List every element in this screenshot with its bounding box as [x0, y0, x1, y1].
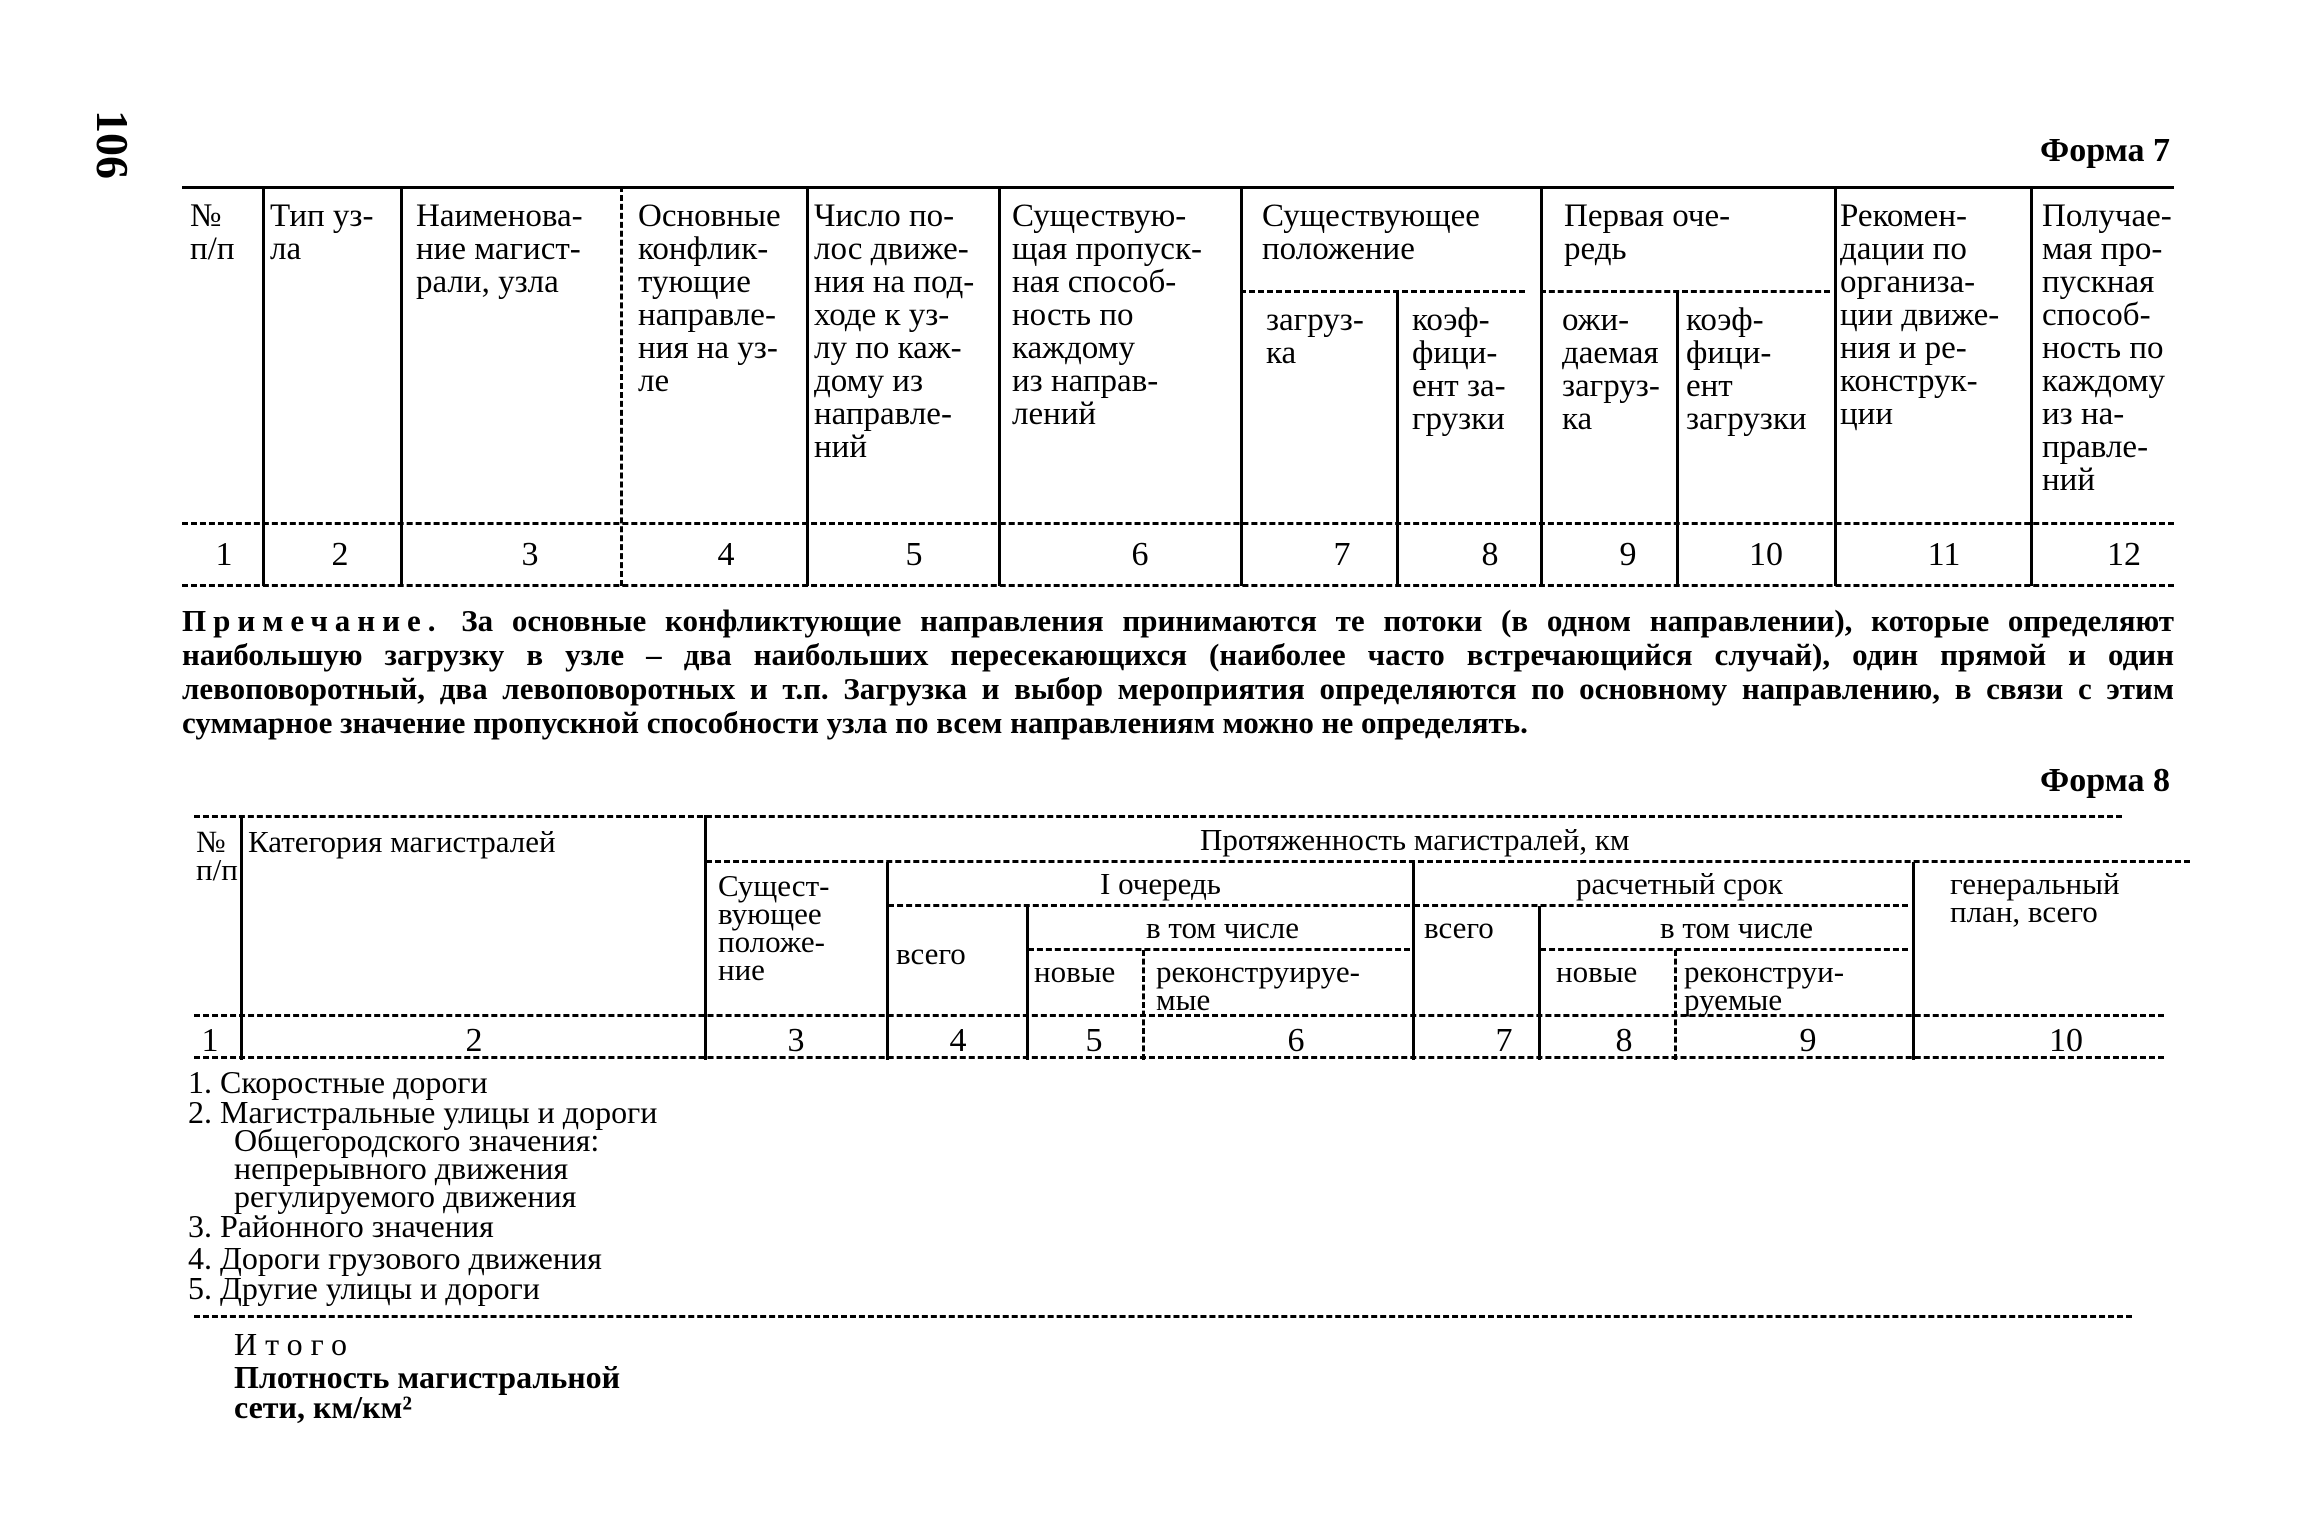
form8-q1-incl-rule: [1028, 948, 1410, 951]
form7-vrule: [262, 186, 265, 586]
form8-title: Форма 8: [2040, 762, 2171, 799]
form7-column-number: 11: [1927, 536, 1961, 573]
form8-header-q1-new: новые: [1034, 954, 1116, 989]
form8-column-number: 9: [1799, 1022, 1817, 1059]
form7-header-load: загруз- ка: [1266, 302, 1364, 371]
form8-column-number: 3: [787, 1022, 805, 1059]
form8-group-rule: [706, 860, 2190, 863]
page-number: 106: [87, 110, 138, 179]
form8-vrule: [1912, 862, 1915, 1060]
form7-vrule: [1834, 186, 1837, 586]
form8-q1-rule: [888, 904, 1410, 907]
form7-group-rule-first: [1540, 290, 1830, 293]
form7-column-number: 7: [1333, 536, 1351, 573]
note-paragraph: [182, 604, 2174, 740]
form8-header-calc-reconstructed: реконструи- руемые: [1684, 954, 1845, 1017]
form8-row-label: 5. Другие улицы и дороги: [188, 1270, 540, 1306]
form7-vrule: [1676, 292, 1679, 586]
form8-header-q1-total: всего: [896, 936, 966, 971]
form8-header-existing: Сущест- вующее положе- ние: [718, 868, 830, 987]
form8-row-label: 4. Дороги грузового движения: [188, 1240, 602, 1276]
form8-header-calc-period: расчетный срок: [1576, 866, 1783, 901]
form7-header-existing-state: Существующее положение: [1262, 198, 1480, 267]
form8-vrule: [1674, 950, 1677, 1060]
form8-header-general-plan: генеральный план, всего: [1950, 866, 2120, 929]
form7-vrule: [806, 186, 809, 586]
form7-group-rule-existing: [1240, 290, 1525, 293]
form7-header-node-type: Тип уз- ла: [270, 198, 374, 267]
form8-row-label: непрерывного движения: [234, 1150, 569, 1186]
form7-header-recommendations: Рекомен- дации по организа- ции движе- ния и ре- конструк- ции: [1840, 198, 2000, 432]
form7-top-rule: [182, 186, 2174, 189]
form8-column-number: 10: [2049, 1022, 2083, 1059]
form8-column-number: 4: [949, 1022, 967, 1059]
form7-column-number: 5: [905, 536, 923, 573]
form7-header-expected-load: ожи- даемая загруз- ка: [1562, 302, 1660, 437]
form8-vrule: [1026, 906, 1029, 1060]
form8-vrule: [886, 862, 889, 1060]
form7-column-number: 9: [1619, 536, 1637, 573]
form7-title: Форма 7: [2040, 132, 2171, 169]
form8-total-label: Итого: [234, 1326, 355, 1362]
form7-header-first-stage: Первая оче- редь: [1564, 198, 1731, 267]
form8-column-number: 5: [1085, 1022, 1103, 1059]
form8-column-number: 7: [1495, 1022, 1513, 1059]
form8-rows-bottom-rule: [194, 1315, 2132, 1318]
form8-header-length-group: Протяженность магистралей, км: [1200, 822, 1630, 857]
form8-vrule: [1412, 862, 1415, 1060]
form8-density-label: Плотность магистральной сети, км/км²: [234, 1359, 621, 1425]
form8-vrule: [240, 815, 243, 1060]
form7-column-number: 8: [1481, 536, 1499, 573]
form7-header-number: № п/п: [190, 198, 235, 267]
form7-vrule: [1396, 292, 1399, 586]
form8-header-number: № п/п: [196, 824, 238, 887]
form8-header-calc-total: всего: [1424, 910, 1494, 945]
form7-header-conflict-directions: Основные конфлик- тующие направле- ния на уз- ле: [638, 198, 781, 399]
form7-vrule: [1540, 186, 1543, 586]
form8-header-category: Категория магистралей: [248, 824, 556, 859]
form8-header-calc-including: в том числе: [1660, 910, 1813, 945]
form7-vrule: [620, 186, 623, 586]
form7-vrule: [400, 186, 403, 586]
form8-header-q1-reconstructed: реконструируе- мые: [1156, 954, 1360, 1017]
form7-header-resulting-capacity: Получае- мая про- пускная способ- ность по каждому из на- правле- ний: [2042, 198, 2172, 498]
form8-vrule: [1142, 950, 1145, 1060]
form7-column-number: 12: [2107, 536, 2141, 573]
form8-row-label: 2. Магистральные улицы и дороги: [188, 1094, 658, 1130]
form7-column-number: 3: [521, 536, 539, 573]
form8-column-number: 2: [465, 1022, 483, 1059]
form7-header-expected-coef: коэф- фици- ент загрузки: [1686, 302, 1807, 437]
form7-column-number: 1: [215, 536, 233, 573]
form8-header-calc-new: новые: [1556, 954, 1638, 989]
form8-column-number: 1: [201, 1022, 219, 1059]
note-lead: Примечание.: [182, 603, 443, 638]
form8-row-label: 1. Скоростные дороги: [188, 1064, 488, 1100]
form8-vrule: [1538, 906, 1541, 1060]
form8-calc-rule: [1414, 904, 1908, 907]
form8-column-number: 6: [1287, 1022, 1305, 1059]
form7-vrule: [1240, 186, 1243, 586]
form8-row-label: Общегородского значения:: [234, 1122, 600, 1158]
form7-header-existing-capacity: Существую- щая пропуск- ная способ- ность по каждому из направ- лений: [1012, 198, 1202, 432]
form8-header-q1-including: в том числе: [1146, 910, 1299, 945]
form8-vrule: [704, 815, 707, 1060]
form8-row-label: регулируемого движения: [234, 1178, 577, 1214]
form8-row-label: 3. Районного значения: [188, 1208, 494, 1244]
note-text: За основные конфликтующие направления принимаются те потоки (в одном направлении), которые определяют наибольшую загрузку в узле – два наибольших пересекающихся (наиболее часто встречающийся случай), один прямой и один левоповоротный, два левоповоротных и т.п. Загрузка и выбор мероприятия определяются по основному направлению, в связи с этим суммарное значение пропускной способности узла по всем направлениям можно не определять.: [182, 603, 2174, 740]
form8-column-number: 8: [1615, 1022, 1633, 1059]
form7-vrule: [998, 186, 1001, 586]
form7-column-number: 6: [1131, 536, 1149, 573]
form7-column-number: 2: [331, 536, 349, 573]
form8-header-first-stage: I очередь: [1100, 866, 1221, 901]
form7-header-bottom-rule: [182, 522, 2174, 525]
form7-header-road-name: Наименова- ние магист- рали, узла: [416, 198, 583, 300]
form7-column-number: 4: [717, 536, 735, 573]
form7-column-number: 10: [1749, 536, 1783, 573]
form7-numbers-bottom-rule: [182, 584, 2174, 587]
form7-header-load-coef: коэф- фици- ент за- грузки: [1412, 302, 1506, 437]
form7-vrule: [2030, 186, 2033, 586]
form8-calc-incl-rule: [1540, 948, 1908, 951]
form8-top-rule: [194, 815, 2122, 818]
form7-header-lane-count: Число по- лос движе- ния на под- ходе к уз- лу по каж- дому из направле- ний: [814, 198, 975, 465]
